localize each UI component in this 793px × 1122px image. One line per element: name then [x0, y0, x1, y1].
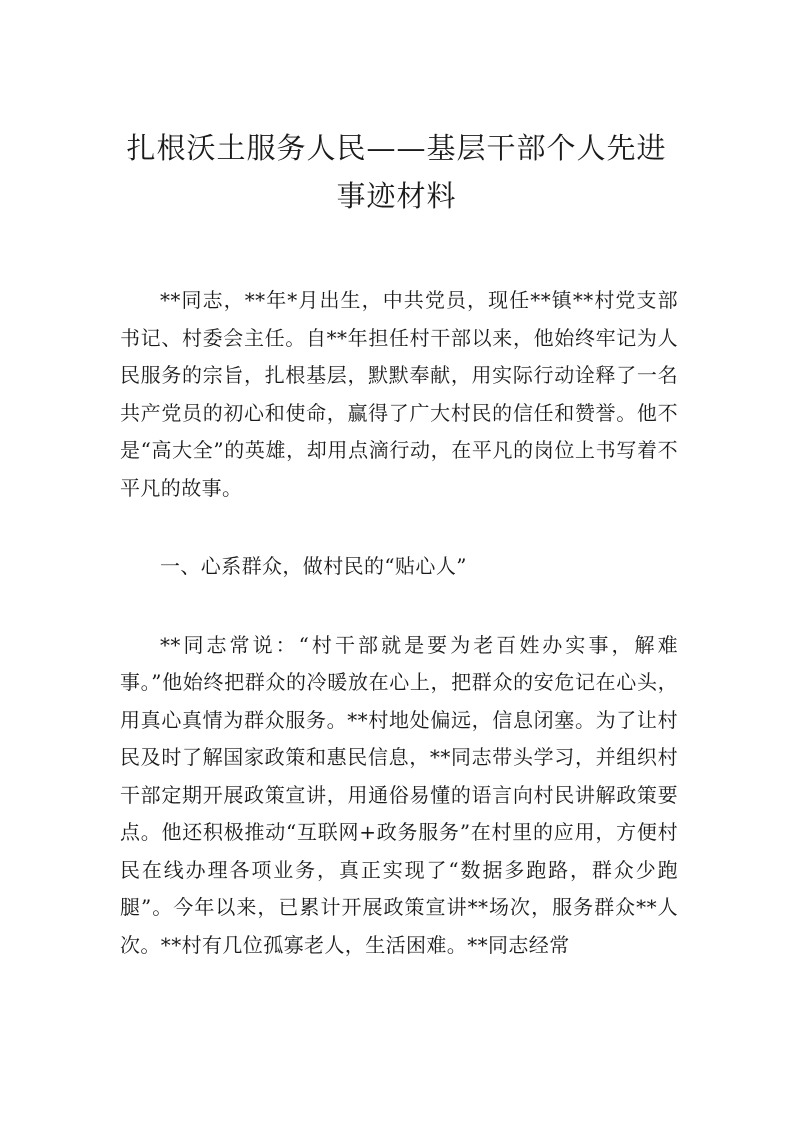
- title-line-2: 事迹材料: [336, 179, 457, 213]
- title-line-1: 扎根沃土服务人民——基层干部个人先进: [126, 131, 667, 165]
- section-heading: 一、心系群众，做村民的“贴心人”: [160, 554, 467, 578]
- document-body: [120, 282, 678, 964]
- intro-paragraph: **同志，**年*月出生，中共党员，现任**镇**村党支部书记、村委会主任。自**年担任村干部以来，他始终牢记为人民服务的宗旨，扎根基层，默默奉献，用实际行动诠释了一名共产党员的初心和使命，赢得了广大村民的信任和赞誉。他不是“高大全”的英雄，却用点滴行动，在平凡的岗位上书写着不平凡的故事。: [120, 288, 678, 500]
- body-paragraph: **同志常说：“村干部就是要为老百姓办实事，解难事。”他始终把群众的冷暖放在心上，把群众的安危记在心头，用真心真情为群众服务。**村地处偏远，信息闭塞。为了让村民及时了解国家政策和惠民信息，**同志带头学习，并组织村干部定期开展政策宣讲，用通俗易懂的语言向村民讲解政策要点。他还积极推动“互联网+政务服务”在村里的应用，方便村民在线办理各项业务，真正实现了“数据多跑路，群众少跑腿”。今年以来，已累计开展政策宣讲**场次，服务群众**人次。**村有几位孤寡老人，生活困难。**同志经常: [120, 632, 678, 957]
- document-title: [100, 124, 693, 220]
